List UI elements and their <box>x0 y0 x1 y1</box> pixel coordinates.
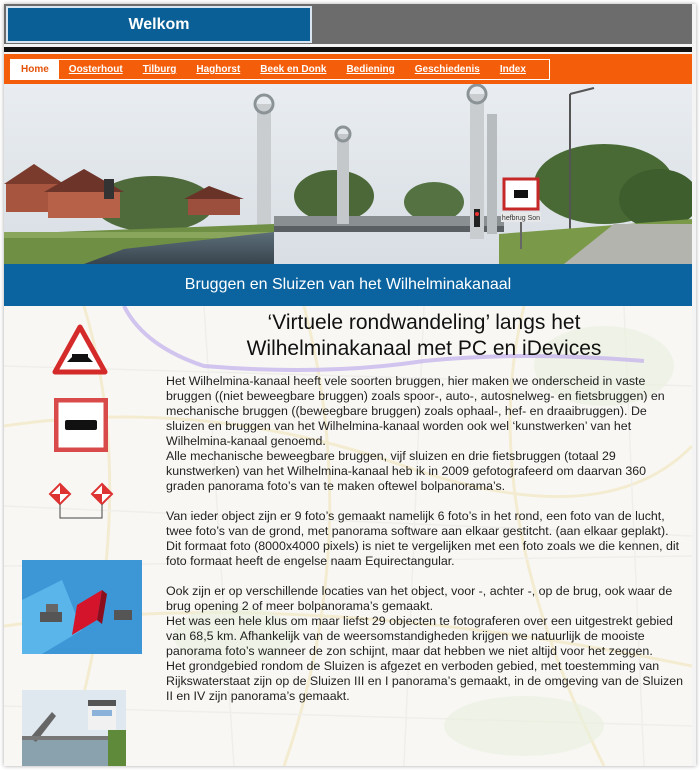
nav-item-bediening[interactable]: Bediening <box>346 64 395 75</box>
nav-item-beek-en-donk[interactable]: Beek en Donk <box>260 64 327 75</box>
nav-item-home[interactable]: Home <box>11 60 59 79</box>
bridge-sign-label: hefbrug Son <box>501 215 541 222</box>
nav-item-index[interactable]: Index <box>499 64 526 75</box>
heading-line-2: Wilhelminakanaal met PC en iDevices <box>246 337 602 360</box>
paragraph: Het was een hele klus om maar liefst 29 objecten te fotograferen over een uitgestrekt gebied van 68,5 km. Afhankelijk van de weersomstandigheden krijgen we natuurlijk de mooiste panorama foto’s wanneer de zon schijnt, maar dat hebben we niet altijd voor het zeggen. <box>166 614 673 658</box>
prohibition-sign-icon <box>54 398 108 452</box>
banner-title: Bruggen en Sluizen van het Wilhelminakanaal <box>4 264 692 306</box>
paragraph-gap <box>166 494 686 509</box>
buoy-markers-icon <box>48 482 116 522</box>
body-text <box>166 374 686 704</box>
heading-line-1: ‘Virtuele rondwandeling’ langs het <box>267 311 581 334</box>
banner-photo <box>4 84 692 264</box>
paragraph: Alle mechanische beweegbare bruggen, vijf sluizen en drie fietsbruggen (totaal 29 kunstwerken) van het Wilhelmina-kanaal heb ik in 2009 gefotografeerd om daarvan 360 graden panorama foto’s van te maken oftewel bolpanorama’s. <box>166 449 647 493</box>
lock-photo-image <box>22 690 126 766</box>
nav-item-tilburg[interactable]: Tilburg <box>142 64 177 75</box>
paragraph-gap <box>166 569 686 584</box>
paragraph: Het grondgebied rondom de Sluizen is afgezet en verboden gebied, met toestemming van Rijkswaterstaat zijn op de Sluizen III en I panorama’s gemaakt, in de omgeving van de Sluizen II en IV zijn panorama’s gemaakt. <box>166 659 684 703</box>
paragraph: Ook zijn er op verschillende locaties van het object, voor -, achter -, op de brug, ook waar de brug opening 2 of meer bolpanorama’s gemaakt. <box>166 584 673 613</box>
content-area <box>4 306 692 766</box>
nav-item-haghorst[interactable]: Haghorst <box>196 64 241 75</box>
main-nav <box>10 59 550 80</box>
paragraph: Dit formaat foto (8000x4000 pixels) is niet te vergelijken met een foto zoals we die kennen, dit foto formaat heeft de engelse naam Equirectangular. <box>166 539 680 568</box>
divider <box>4 47 692 52</box>
nav-item-geschiedenis[interactable]: Geschiedenis <box>414 64 480 75</box>
warning-bridge-icon <box>52 324 108 376</box>
bridge-3d-model-image <box>22 560 142 654</box>
page-title: Welkom <box>6 6 312 43</box>
nav-bar <box>4 54 692 84</box>
paragraph: Van ieder object zijn er 9 foto’s gemaakt namelijk 6 foto’s in het rond, een foto van de lucht, twee foto’s van de grond, met panorama software aan elkaar gestitcht. (aan elkaar geplakt). <box>166 509 669 538</box>
banner-photo-image <box>4 84 692 264</box>
content-heading <box>174 310 674 362</box>
nav-item-oosterhout[interactable]: Oosterhout <box>68 64 123 75</box>
paragraph: Het Wilhelmina-kanaal heeft vele soorten bruggen, hier maken we onderscheid in vaste bruggen ((niet beweegbare bruggen) zoals spoor-, auto-, autosnelweg- en fietsbruggen) en mechanische bruggen ((beweegbare bruggen) zoals ophaal-, hef- en draaibruggen). De sluizen en bruggen van het Wilhelmina-kanaal worden ook wel ‘kunstwerken’ van het Wilhelmina-kanaal genoemd. <box>166 374 665 448</box>
header-bar <box>4 4 692 44</box>
